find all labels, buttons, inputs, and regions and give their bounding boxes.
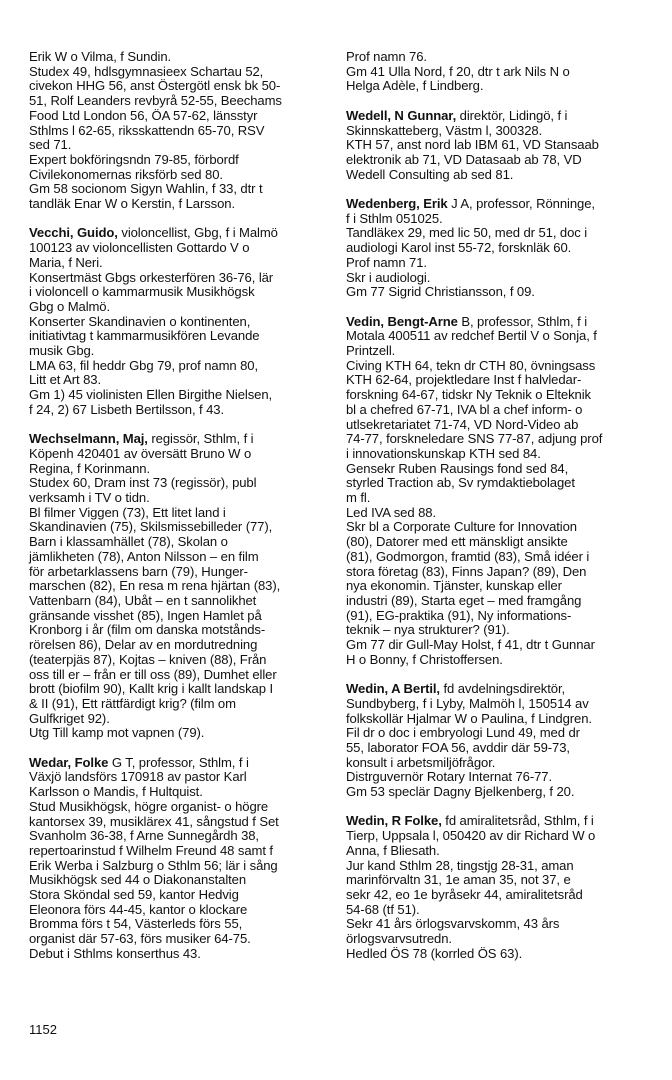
entry-vedin-bengt-arne: [346, 315, 644, 668]
entry-line: Debut i Sthlms konserthus 43.: [29, 945, 201, 961]
entry-line: Tandläkex 29, med lic 50, med dr 51, doc i: [346, 225, 588, 241]
entry-line: industri (89), Starta eget – med framgång: [346, 592, 582, 608]
right-column: [346, 50, 644, 976]
entry-line: Anna, f Bliesath.: [346, 842, 440, 858]
entry-line: Eleonora förs 44-45, kantor o klockare: [29, 901, 248, 917]
entry-line: organist där 57-63, förs musiker 64-75.: [29, 931, 251, 947]
entry-line: marschen (82), En resa m rena hjärtan (83),: [29, 578, 281, 594]
entry-line: (91), EG-praktika (91), Ny informations-: [346, 607, 572, 623]
entry-line: i innovationskunskap KTH sed 84.: [346, 445, 541, 461]
entry-line: Stud Musikhögsk, högre organist- o högre: [29, 798, 269, 814]
entry-wechselmann-maj: [29, 432, 327, 741]
entry-line: Helga Adèle, f Lindberg.: [346, 78, 484, 94]
entry-heading-text: fd avdelningsdirektör,: [439, 681, 566, 697]
entry-line: Gbg o Malmö.: [29, 298, 111, 314]
entry-line: brott (biofilm 90), Kallt krig i kallt landskap I: [29, 681, 273, 697]
entry-heading-text: regissör, Sthlm, f i: [147, 431, 254, 447]
entry-line: kantorsex 39, musiklärex 41, sångstud f Set: [29, 813, 279, 829]
entry-line: Utg Till kamp mot vapnen (79).: [29, 725, 205, 741]
entry-line: för arbetarklassens barn (79), Hunger-: [29, 563, 248, 579]
entry-name: Wedin, R Folke,: [346, 813, 442, 829]
entry-line: 51, Rolf Leanders revbyrå 52-55, Beechams: [29, 93, 282, 109]
entry-line: gränsande visshet (85), Ingen Hamlet på: [29, 607, 262, 623]
entry-line: 74-77, forskneledare SNS 77-87, adjung prof: [346, 431, 603, 447]
entry-line: Erik W o Vilma, f Sundin.: [29, 49, 172, 64]
entry-heading-text: violoncellist, Gbg, f i Malmö: [117, 225, 278, 241]
entry-wedenberg-erik: [346, 197, 644, 300]
entry-vecchi-guido: [29, 226, 327, 417]
entry-line: stora företag (83), Finns Japan? (89), Den: [346, 563, 587, 579]
entry-line: i violoncell o kammarmusik Musikhögsk: [29, 284, 255, 300]
entry-line: Food Ltd London 56, ÖA 57-62, länsstyr: [29, 107, 258, 123]
entry-line: & II (91), Ett rättfärdigt krig? (film om: [29, 695, 236, 711]
entry-heading-text: G T, professor, Sthlm, f i: [108, 754, 249, 770]
entry-name: Wedenberg, Erik: [346, 196, 448, 211]
entry-line: Maria, f Neri.: [29, 254, 103, 270]
entry-line: Gm 41 Ulla Nord, f 20, dtr t ark Nils N o: [346, 63, 570, 79]
entry-line: Civilekonomernas riksförb sed 80.: [29, 166, 223, 182]
entry-line: (81), Godmorgon, framtid (83), Små idéer i: [346, 548, 590, 564]
entry-line: Konserter Skandinavien o kontinenten,: [29, 313, 251, 329]
entry-continued: [29, 50, 327, 212]
entry-line: tandläk Enar W o Kerstin, f Larsson.: [29, 196, 235, 212]
entry-line: forskning 64-67, tidskr Ny Teknik o Elteknik: [346, 387, 591, 403]
entry-line: örlogsvarvsutredn.: [346, 931, 452, 947]
entry-line: musik Gbg.: [29, 343, 95, 359]
entry-line: repertoarinstud f Wilhelm Freund 48 samt f: [29, 842, 273, 858]
entry-line: Gm 77 dir Gull-May Holst, f 41, dtr t Gunnar: [346, 637, 595, 653]
entry-line: Prof namn 71.: [346, 254, 427, 270]
entry-line: Bl filmer Viggen (73), Ett litet land i: [29, 504, 226, 520]
entry-heading: [346, 682, 644, 697]
entry-line: Printzell.: [346, 343, 396, 359]
entry-line: LMA 63, fil heddr Gbg 79, prof namn 80,: [29, 357, 259, 373]
entry-line: Studex 60, Dram inst 73 (regissör), publ: [29, 475, 257, 491]
entry-line: f 24, 2) 67 Lisbeth Bertilsson, f 43.: [29, 401, 225, 417]
entry-heading: [29, 756, 327, 771]
entry-line: Skr bl a Corporate Culture for Innovation: [346, 519, 577, 535]
entry-line: elektronik ab 71, VD Datasaab ab 78, VD: [346, 151, 582, 167]
entry-line: Fil dr o doc i embryologi Lund 49, med dr: [346, 725, 580, 741]
entry-line: Hedled ÖS 78 (korrled ÖS 63).: [346, 945, 523, 961]
entry-line: Wedell Consulting ab sed 81.: [346, 166, 514, 182]
entry-line: Skr i audiologi.: [346, 269, 431, 285]
entry-line: Expert bokföringsndn 79-85, förbordf: [29, 151, 239, 167]
entry-line: Sthlms l 62-65, riksskattendn 65-70, RSV: [29, 122, 265, 138]
entry-line: Kronborg i år (film om danska motstånds-: [29, 622, 266, 638]
entry-heading: [346, 109, 644, 124]
entry-line: bl a chefred 67-71, IVA bl a chef inform- o: [346, 401, 583, 417]
entry-line: Svanholm 36-38, f Arne Sunnegårdh 38,: [29, 828, 259, 844]
entry-line: Köpenh 420401 av översätt Bruno W o: [29, 445, 252, 461]
entry-name: Wedin, A Bertil,: [346, 681, 440, 697]
entry-line: Växjö landsförs 170918 av pastor Karl: [29, 769, 247, 785]
entry-heading: [346, 814, 644, 829]
entry-line: initiativtag t kammarmusikfören Levande: [29, 328, 260, 344]
entry-line: Tierp, Uppsala l, 050420 av dir Richard W o: [346, 828, 596, 844]
entry-heading: [29, 226, 327, 241]
entry-wedar-folke: [29, 756, 327, 962]
entry-line: Prof namn 76.: [346, 49, 427, 64]
entry-line: Stora Sköndal sed 59, kantor Hedvig: [29, 887, 239, 903]
entry-line: Musikhögsk sed 44 o Diakonanstalten: [29, 872, 247, 888]
entry-line: m fl.: [346, 490, 371, 506]
entry-line: Bromma förs t 54, Västerleds förs 55,: [29, 916, 243, 932]
entry-line: Karlsson o Mandis, f Hultquist.: [29, 784, 203, 800]
entry-line: Sekr 41 års örlogsvarvskomm, 43 års: [346, 916, 560, 932]
entry-heading: [29, 432, 327, 447]
entry-wedin-a-bertil: [346, 682, 644, 800]
entry-line: f i Sthlm 051025.: [346, 210, 443, 226]
entry-line: 54-68 (tf 51).: [346, 901, 420, 917]
entry-line: Gm 53 speclär Dagny Bjelkenberg, f 20.: [346, 784, 575, 800]
entry-line: Distrguvernör Rotary Internat 76-77.: [346, 769, 552, 785]
entry-heading: [346, 197, 644, 212]
entry-line: Gulfkriget 92).: [29, 710, 110, 726]
entry-name: Wedell, N Gunnar,: [346, 107, 457, 123]
entry-line: marinförvaltn 31, 1e aman 35, not 37, e: [346, 872, 571, 888]
entry-name: Wedar, Folke: [29, 754, 109, 770]
entry-line: Gm 1) 45 violinisten Ellen Birgithe Nielsen,: [29, 387, 273, 403]
entry-line: teknik – nya strukturer? (91).: [346, 622, 510, 638]
page-number: 1152: [29, 1022, 57, 1037]
entry-line: Gm 58 socionom Sigyn Wahlin, f 33, dtr t: [29, 181, 263, 197]
entry-wedell-n-gunnar: [346, 109, 644, 183]
entry-line: KTH 62-64, projektledare Inst f halvledar-: [346, 372, 582, 388]
entry-line: Skinnskatteberg, Västm l, 300328.: [346, 122, 543, 138]
entry-line: civekon HHG 56, anst Östergötl ensk bk 50-: [29, 78, 281, 94]
entry-line: Civing KTH 64, tekn dr CTH 80, övningsass: [346, 357, 596, 373]
entry-line: 55, laborator FOA 56, avddir där 59-73,: [346, 739, 570, 755]
entry-line: styrled Traction ab, Sv rymdaktiebolaget: [346, 475, 575, 491]
entry-line: audiologi Karol inst 55-72, forsknläk 60.: [346, 240, 572, 256]
entry-heading-text: direktör, Lidingö, f i: [456, 107, 568, 123]
entry-line: Konsertmäst Gbgs orkesterfören 36-76, lär: [29, 269, 274, 285]
entry-line: folkskollär Hjalmar W o Paulina, f Lindgren.: [346, 710, 592, 726]
entry-line: oss till er – från er till oss (89), Dumhet eller: [29, 666, 277, 682]
entry-wedin-r-folke: [346, 814, 644, 961]
entry-line: Barn i klassamhället (78), Skolan o: [29, 534, 228, 550]
entry-line: Gensekr Ruben Rausings fond sed 84,: [346, 460, 569, 476]
entry-line: utlsekretariatet 71-74, VD Nord-Video ab: [346, 416, 579, 432]
entry-line: Jur kand Sthlm 28, tingstjg 28-31, aman: [346, 857, 574, 873]
entry-line: Led IVA sed 88.: [346, 504, 436, 520]
entry-name: Vecchi, Guido,: [29, 225, 118, 241]
entry-heading-text: fd amiralitetsråd, Sthlm, f i: [441, 813, 594, 829]
entry-line: sed 71.: [29, 137, 72, 153]
entry-line: jämlikheten (78), Anton Nilsson – en film: [29, 548, 259, 564]
entry-line: KTH 57, anst nord lab IBM 61, VD Stansaab: [346, 137, 599, 153]
entry-heading-text: J A, professor, Rönninge,: [447, 196, 595, 211]
entry-name: Wechselmann, Maj,: [29, 431, 148, 447]
entry-line: H o Bonny, f Christoffersen.: [346, 651, 503, 667]
entry-line: verksamh i TV o tidn.: [29, 490, 150, 506]
entry-line: Erik Werba i Salzburg o Sthlm 56; lär i sång: [29, 857, 278, 873]
entry-line: 100123 av violoncellisten Gottardo V o: [29, 240, 250, 256]
entry-line: Gm 77 Sigrid Christiansson, f 09.: [346, 284, 535, 300]
entry-line: konsult i arbetsmiljöfrågor.: [346, 754, 496, 770]
left-column: [29, 50, 327, 976]
entry-line: (teaterpjäs 87), Kojtas – kniven (88), Från: [29, 651, 267, 667]
entry-line: Skandinavien (75), Skilsmissebilleder (77),: [29, 519, 273, 535]
entry-heading: [346, 315, 644, 330]
entry-line: sekr 42, eo 1e byråsekr 44, amiralitetsråd: [346, 887, 583, 902]
entry-heading-text: B, professor, Sthlm, f i: [457, 313, 588, 329]
entry-continued: [346, 50, 644, 94]
entry-name: Vedin, Bengt-Arne: [346, 313, 458, 329]
entry-line: rörelsen 86), Delar av en mordutredning: [29, 637, 258, 653]
entry-line: Litt et Art 83.: [29, 372, 102, 388]
entry-line: Studex 49, hdlsgymnasieex Schartau 52,: [29, 63, 264, 79]
entry-line: nya ekonomin. Tjänster, kunskap eller: [346, 578, 562, 594]
entry-line: (80), Datorer med ett mänskligt ansikte: [346, 534, 568, 550]
entry-line: Sundbyberg, f i Lyby, Malmöh l, 150514 av: [346, 695, 589, 711]
entry-line: Vattenbarn (84), Ubåt – en t sannolikhet: [29, 592, 257, 608]
entry-line: Regina, f Korinmann.: [29, 460, 151, 476]
entry-line: Motala 400511 av redchef Bertil V o Sonja, f: [346, 328, 597, 344]
